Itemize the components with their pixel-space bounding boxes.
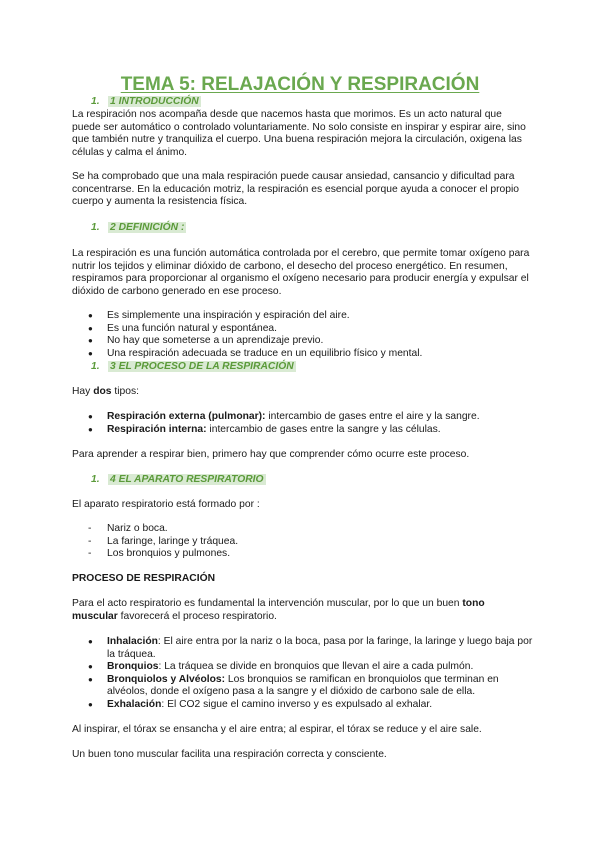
breathing-intro-suffix: favorecerá el proceso respiratorio.: [117, 610, 277, 622]
process-closing: [72, 449, 532, 462]
apparatus-intro-text: El aparato respiratorio está formado por :: [72, 499, 260, 510]
list-item: [88, 636, 533, 661]
section-label: 2 DEFINICIÓN :: [110, 222, 185, 233]
type-text: intercambio de gases entre el aire y la sangre.: [265, 411, 480, 422]
breathing-intro-text: [72, 598, 532, 623]
section-heading-definicion: [91, 222, 186, 235]
intro-paragraph-2: [72, 171, 532, 209]
breathing-paragraph-1: [72, 724, 532, 737]
step-term: Bronquios: [107, 661, 159, 673]
apparatus-list: [88, 523, 538, 561]
section-number: 1.: [91, 361, 100, 372]
section-number: 1.: [91, 474, 100, 485]
intro-text-1: La respiración nos acompaña desde que nacemos hasta que morimos. Es un acto natural que puede ser automático o controlado voluntariamente. No solo consiste en inspirar y espirar aire, sino que también nutre y tranquiliza el cuerpo. Una buena respiración mejora la circulación, oxigena las células y calma el ánimo.: [72, 109, 526, 158]
list-item: [88, 661, 533, 674]
intro-paragraph-1: [72, 109, 532, 159]
definition-text: La respiración es una función automática controlada por el cerebro, que permite tomar oxígeno para nutrir los tejidos y eliminar dióxido de carbono, el desecho del proceso energético. En resumen, respiramos para proporcionar al organismo el oxígeno necesario para producir energía y expulsar el dióxido de carbono generado en ese proceso.: [72, 248, 530, 297]
step-term: Exhalación: [107, 698, 162, 710]
breathing-intro-prefix: Para el acto respiratorio es fundamental la intervención muscular, por lo que un buen: [72, 598, 463, 609]
process-intro: [72, 386, 532, 399]
list-item: ● Es simplemente una inspiración y espiración del aire.: [88, 310, 538, 323]
section-number: 1.: [91, 96, 100, 107]
step-term: Bronquiolos y Alvéolos:: [107, 673, 226, 685]
definition-paragraph: [72, 248, 532, 298]
process-intro-text: [72, 386, 532, 399]
list-item: ● Es una función natural y espontánea.: [88, 323, 538, 336]
section-heading-proceso: [91, 361, 296, 374]
process-closing-text: Para aprender a respirar bien, primero hay que comprender cómo ocurre este proceso.: [72, 449, 470, 460]
section-label: 3 EL PROCESO DE LA RESPIRACIÓN: [110, 361, 294, 372]
list-item: [88, 699, 533, 712]
definition-bullet-list: [88, 310, 538, 360]
section-number: 1.: [91, 222, 100, 233]
list-item: [88, 424, 538, 437]
list-item: - Los bronquios y pulmones.: [88, 548, 538, 561]
respiration-types-list: [88, 411, 538, 436]
list-item: - Nariz o boca.: [88, 523, 538, 536]
step-term: Inhalación: [107, 636, 158, 647]
type-text: intercambio de gases entre la sangre y las células.: [206, 423, 441, 435]
list-item: ● No hay que someterse a un aprendizaje previo.: [88, 335, 538, 348]
process-intro-bold: dos: [93, 386, 112, 397]
process-intro-suffix: tipos:: [111, 386, 139, 397]
type-term: Respiración interna:: [107, 423, 207, 435]
list-item: [88, 674, 533, 699]
section-label: 1 INTRODUCCIÓN: [110, 96, 199, 107]
breathing-text-1: Al inspirar, el tórax se ensancha y el aire entra; al espirar, el tórax se reduce y el aire sale.: [72, 724, 482, 735]
process-intro-prefix: Hay: [72, 386, 94, 397]
breathing-process-intro: [72, 598, 532, 623]
list-item: ● Una respiración adecuada se traduce en un equilibrio físico y mental.: [88, 348, 538, 361]
list-item: [88, 411, 538, 424]
section-label: 4 EL APARATO RESPIRATORIO: [110, 474, 264, 485]
breathing-intro-bold: tono muscular: [72, 598, 485, 622]
apparatus-intro: [72, 499, 532, 512]
section-heading-aparato: [91, 474, 266, 487]
step-text: Los bronquios se ramifican en bronquiolos que terminan en alvéolos, donde el oxígeno pasa a la sangre y el dióxido de carbono sale de ella.: [107, 673, 499, 698]
breathing-paragraph-2: [72, 749, 532, 762]
step-text: : El CO2 sigue el camino inverso y es expulsado al exhalar.: [161, 698, 433, 710]
intro-text-2: Se ha comprobado que una mala respiración puede causar ansiedad, cansancio y dificultad para concentrarse. En la educación motriz, la respiración es esencial porque ayuda a conocer el propio cuerpo y aumenta la resistencia física.: [72, 171, 520, 208]
breathing-process-heading: PROCESO DE RESPIRACIÓN: [72, 573, 216, 584]
step-text: : El aire entra por la nariz o la boca, pasa por la faringe, la laringe y luego baja por la tráquea.: [107, 636, 533, 660]
document-title: TEMA 5: RELAJACIÓN Y RESPIRACIÓN: [120, 74, 480, 95]
breathing-text-2: Un buen tono muscular facilita una respiración correcta y consciente.: [72, 749, 387, 760]
list-item: - La faringe, laringe y tráquea.: [88, 536, 538, 549]
section-heading-introduccion: [91, 96, 201, 109]
step-text: : La tráquea se divide en bronquios que llevan el aire a cada pulmón.: [158, 661, 474, 673]
breathing-steps-list: [88, 636, 533, 712]
type-term: Respiración externa (pulmonar):: [107, 411, 266, 422]
